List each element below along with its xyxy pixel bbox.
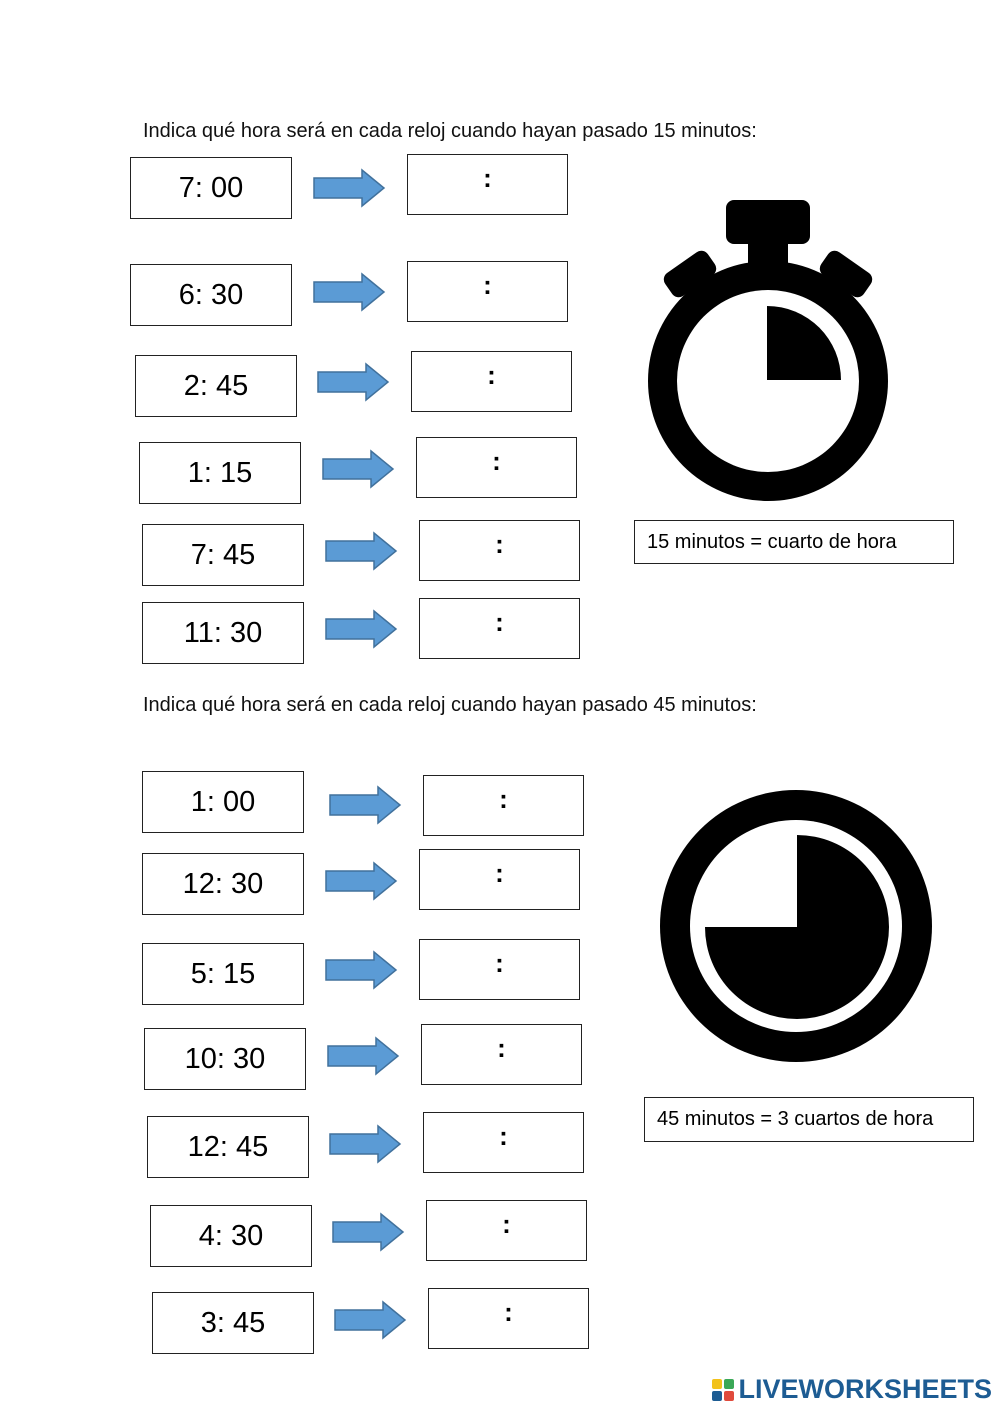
given-time-box — [135, 355, 297, 417]
given-time-box — [130, 157, 292, 219]
stopwatch-quarter-icon — [640, 198, 896, 508]
liveworksheets-logo — [712, 1374, 992, 1405]
timer-three-quarters-icon — [658, 790, 938, 1066]
given-time: 1: 00 — [190, 785, 256, 818]
arrow-icon — [328, 785, 402, 825]
given-time-box — [142, 771, 304, 833]
answer-box[interactable] — [416, 437, 577, 498]
answer-colon: : — [487, 360, 496, 390]
answer-box[interactable] — [407, 261, 568, 322]
given-time-box — [142, 524, 304, 586]
arrow-icon — [331, 1212, 405, 1252]
answer-box[interactable] — [426, 1200, 587, 1261]
answer-box[interactable] — [419, 939, 580, 1000]
answer-box[interactable] — [419, 598, 580, 659]
answer-box[interactable] — [423, 775, 584, 836]
given-time-box — [152, 1292, 314, 1354]
note-quarter-hour — [634, 520, 954, 564]
given-time: 11: 30 — [183, 616, 263, 649]
arrow-icon — [316, 362, 390, 402]
given-time-box — [144, 1028, 306, 1090]
note-text: 45 minutos = 3 cuartos de hora — [657, 1108, 934, 1130]
arrow-icon — [324, 609, 398, 649]
arrow-icon — [324, 950, 398, 990]
given-time: 12: 45 — [187, 1130, 269, 1163]
answer-colon: : — [504, 1297, 513, 1327]
given-time-box — [147, 1116, 309, 1178]
answer-colon: : — [495, 858, 504, 888]
answer-box[interactable] — [421, 1024, 582, 1085]
logo-mark-icon — [712, 1379, 734, 1401]
answer-colon: : — [492, 446, 501, 476]
note-text: 15 minutos = cuarto de hora — [647, 530, 897, 553]
given-time: 3: 45 — [200, 1306, 266, 1339]
given-time-box — [142, 853, 304, 915]
logo-text: LIVEWORKSHEETS — [738, 1374, 992, 1404]
given-time-box — [150, 1205, 312, 1267]
answer-colon: : — [483, 270, 492, 300]
given-time: 7: 45 — [190, 538, 256, 571]
arrow-icon — [326, 1036, 400, 1076]
arrow-icon — [324, 531, 398, 571]
given-time-box — [142, 943, 304, 1005]
answer-colon: : — [495, 948, 504, 978]
given-time-box — [142, 602, 304, 664]
answer-box[interactable] — [411, 351, 572, 412]
arrow-icon — [312, 272, 386, 312]
given-time-box — [139, 442, 301, 504]
given-time: 6: 30 — [178, 278, 244, 311]
answer-box[interactable] — [428, 1288, 589, 1349]
given-time: 1: 15 — [187, 456, 253, 489]
arrow-icon — [333, 1300, 407, 1340]
arrow-icon — [312, 168, 386, 208]
answer-box[interactable] — [419, 520, 580, 581]
note-three-quarters — [644, 1097, 974, 1142]
given-time: 10: 30 — [184, 1042, 266, 1075]
answer-box[interactable] — [423, 1112, 584, 1173]
given-time: 7: 00 — [178, 171, 244, 204]
answer-colon: : — [495, 529, 504, 559]
instruction-15-minutes: Indica qué hora será en cada reloj cuando hayan pasado 15 minutos: — [143, 120, 757, 142]
answer-colon: : — [483, 163, 492, 193]
given-time: 12: 30 — [182, 867, 264, 900]
answer-box[interactable] — [419, 849, 580, 910]
answer-colon: : — [495, 607, 504, 637]
answer-colon: : — [499, 784, 508, 814]
given-time-box — [130, 264, 292, 326]
instruction-45-minutes: Indica qué hora será en cada reloj cuando hayan pasado 45 minutos: — [143, 694, 757, 716]
arrow-icon — [328, 1124, 402, 1164]
given-time: 4: 30 — [198, 1219, 264, 1252]
answer-box[interactable] — [407, 154, 568, 215]
given-time: 2: 45 — [183, 369, 249, 402]
arrow-icon — [321, 449, 395, 489]
given-time: 5: 15 — [190, 957, 256, 990]
arrow-icon — [324, 861, 398, 901]
answer-colon: : — [499, 1121, 508, 1151]
answer-colon: : — [497, 1033, 506, 1063]
answer-colon: : — [502, 1209, 511, 1239]
